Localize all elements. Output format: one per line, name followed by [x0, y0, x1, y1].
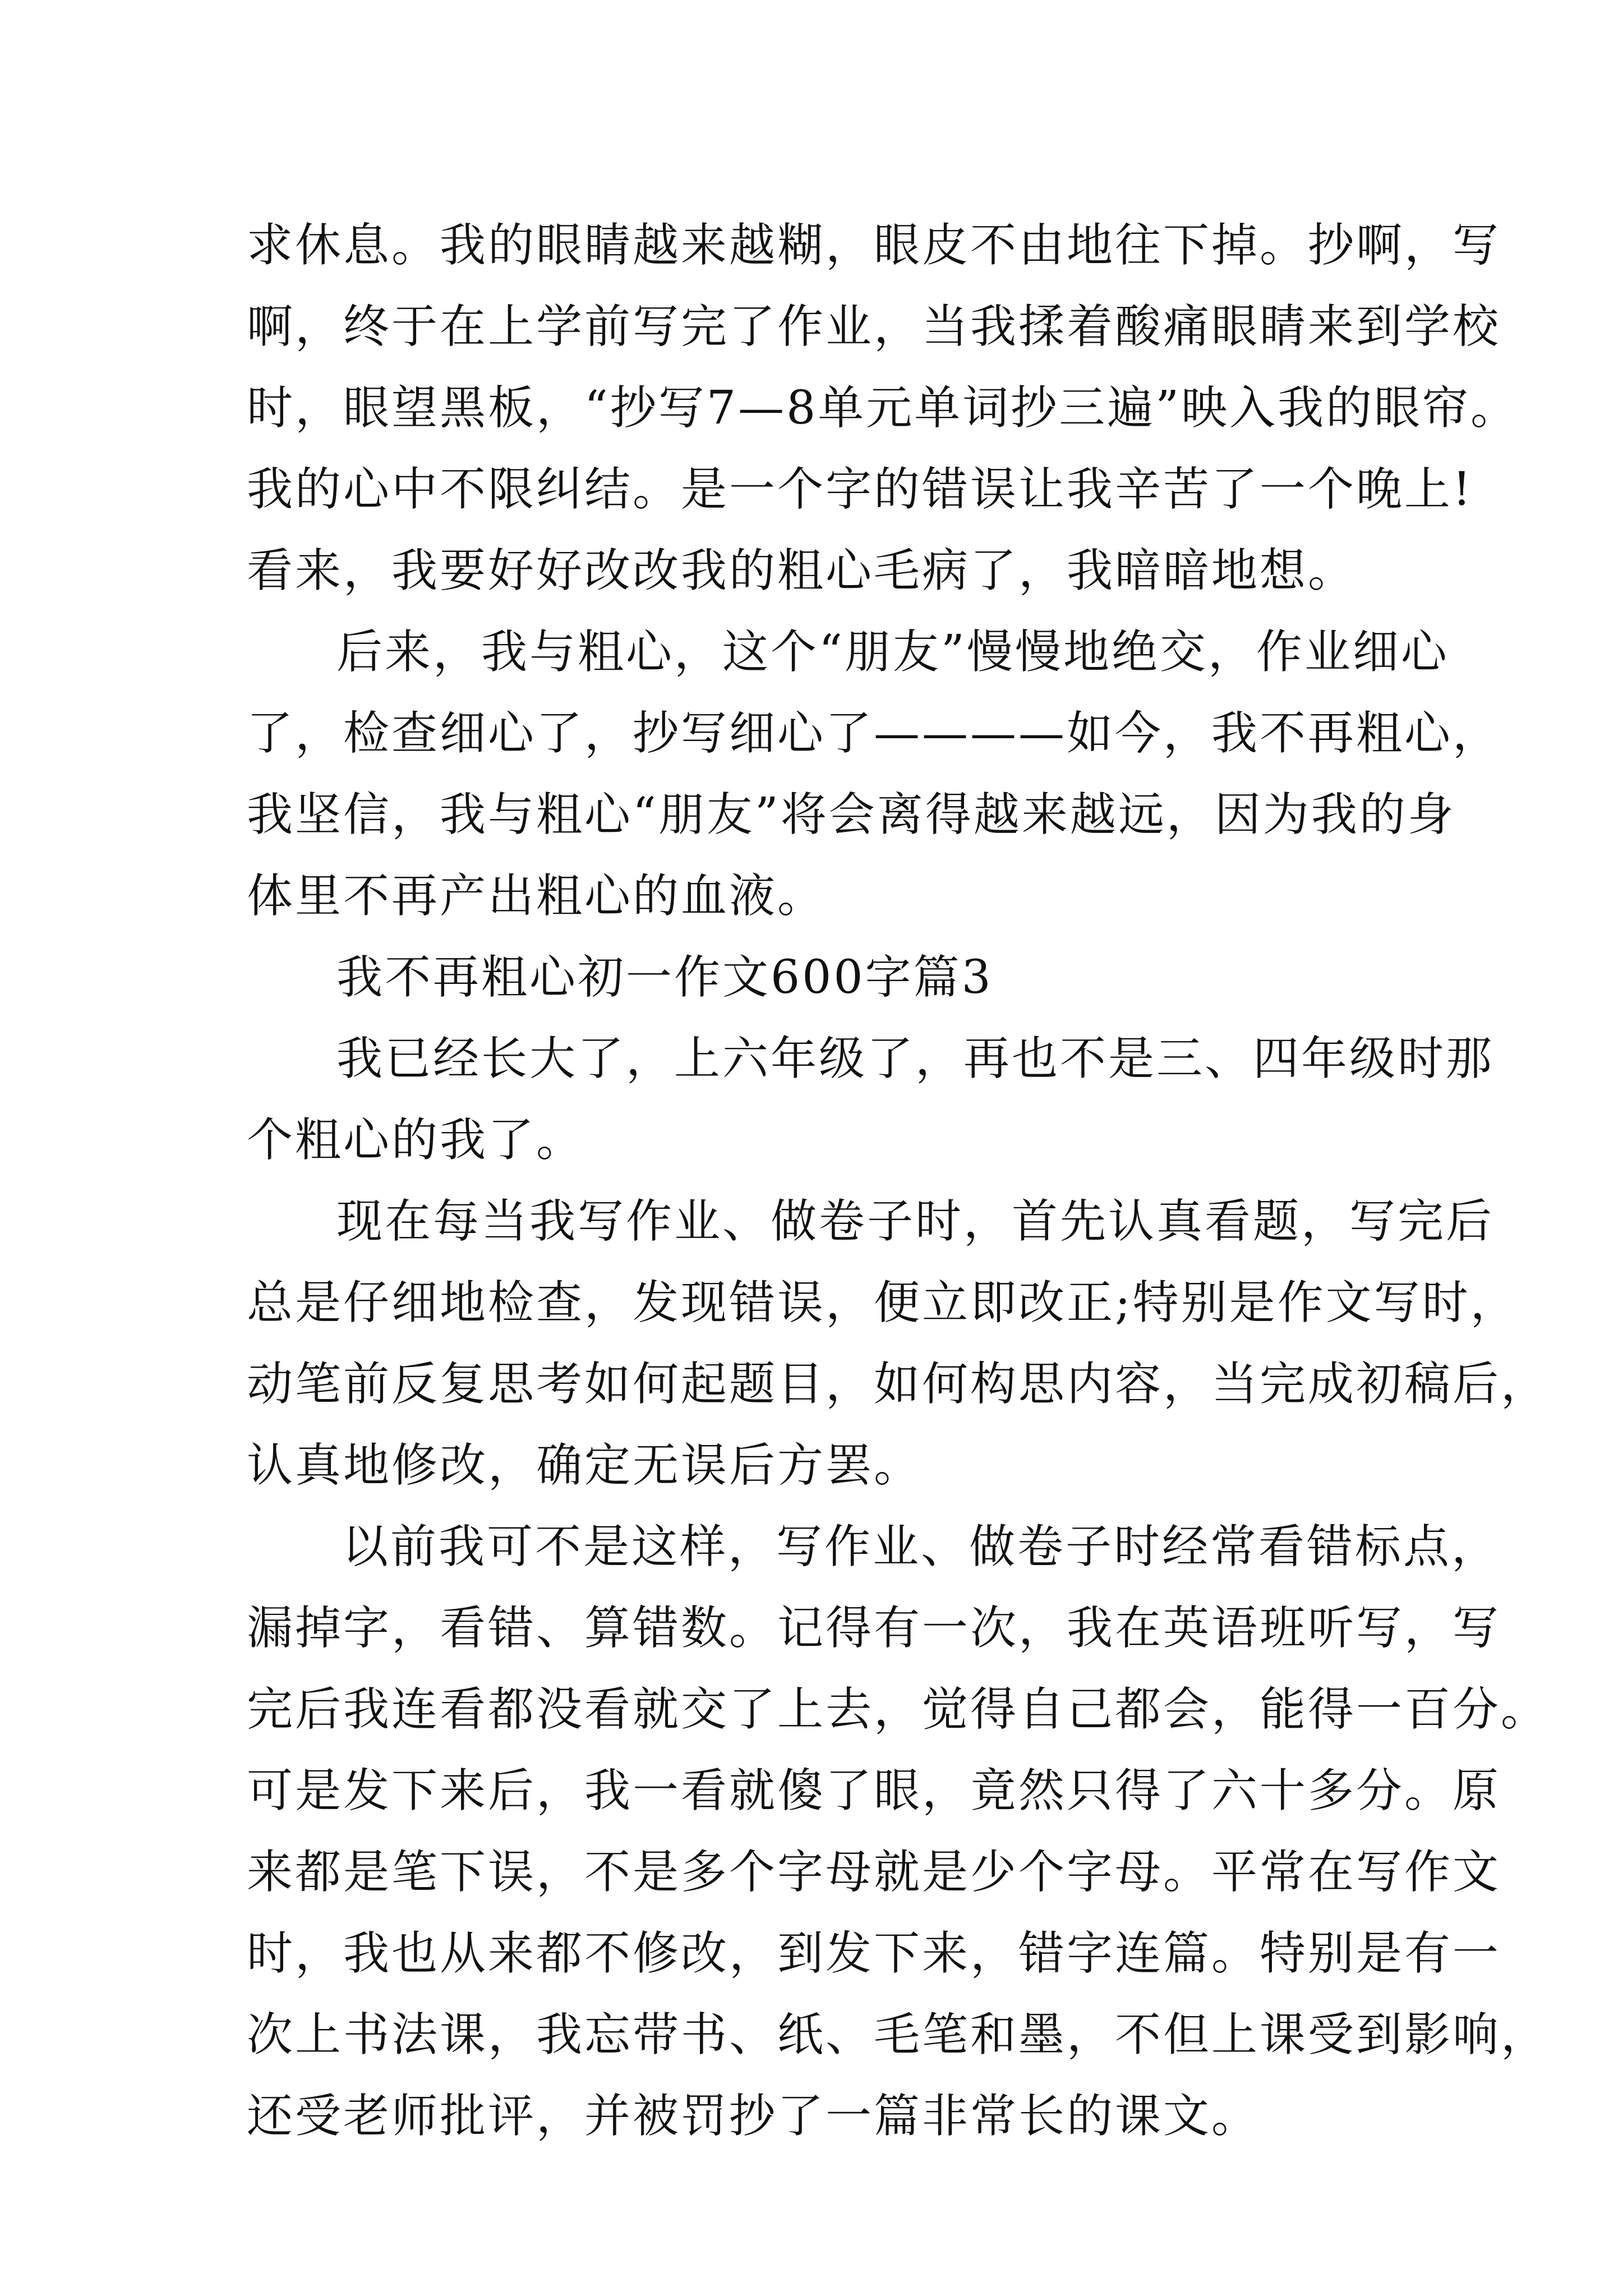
text-line: 体里不再产出粗心的血液。: [247, 869, 826, 923]
text-line: 了，检查细心了，抄写细心了————如今，我不再粗心，: [247, 707, 1501, 760]
text-line: 看来，我要好好改改我的粗心毛病了，我暗暗地想。: [247, 544, 1357, 597]
text-line: 求休息。我的眼睛越来越糊，眼皮不由地往下掉。抄啊，写: [247, 219, 1501, 272]
text-line: 我坚信，我与粗心“朋友”将会离得越来越远，因为我的身: [247, 788, 1456, 841]
text-line: 完后我连看都没看就交了上去，觉得自己都会，能得一百分。: [247, 1683, 1550, 1736]
text-line: 漏掉字，看错、算错数。记得有一次，我在英语班听写，写: [247, 1602, 1501, 1655]
text-line: 总是仔细地检查，发现错误，便立即改正;特别是作文写时，: [247, 1276, 1519, 1329]
paragraph-first-line: 现在每当我写作业、做卷子时，首先认真看题，写完后: [336, 1195, 1495, 1248]
text-line: 啊，终于在上学前写完了作业，当我揉着酸痛眼睛来到学校: [247, 300, 1501, 353]
paragraph-first-line: 我已经长大了，上六年级了，再也不是三、四年级时那: [336, 1032, 1495, 1085]
text-line: 还受老师批评，并被罚抄了一篇非常长的课文。: [247, 2090, 1260, 2143]
text-line: 动笔前反复思考如何起题目，如何构思内容，当完成初稿后，: [247, 1358, 1550, 1411]
text-line: 来都是笔下误，不是多个字母就是少个字母。平常在写作文: [247, 1846, 1501, 1899]
text-line: 时，眼望黑板，“抄写7—8单元单词抄三遍”映入我的眼帘。: [247, 381, 1519, 435]
paragraph-first-line: 以前我可不是这样，写作业、做卷子时经常看错标点，: [342, 1520, 1500, 1573]
text-line: 我的心中不限纠结。是一个字的错误让我辛苦了一个晚上!: [247, 463, 1473, 516]
text-line: 时，我也从来都不修改，到发下来，错字连篇。特别是有一: [247, 1927, 1501, 1980]
text-line: 个粗心的我了。: [247, 1114, 585, 1167]
text-line: 次上书法课，我忘带书、纸、毛笔和墨，不但上课受到影响，: [247, 2008, 1550, 2062]
text-line: 认真地修改，确定无误后方罢。: [247, 1439, 923, 1492]
paragraph-first-line: 后来，我与粗心，这个“朋友”慢慢地绝交，作业细心: [336, 625, 1449, 679]
text-line: 可是发下来后，我一看就傻了眼，竟然只得了六十多分。原: [247, 1764, 1501, 1818]
section-heading: 我不再粗心初一作文600字篇3: [336, 951, 993, 1004]
